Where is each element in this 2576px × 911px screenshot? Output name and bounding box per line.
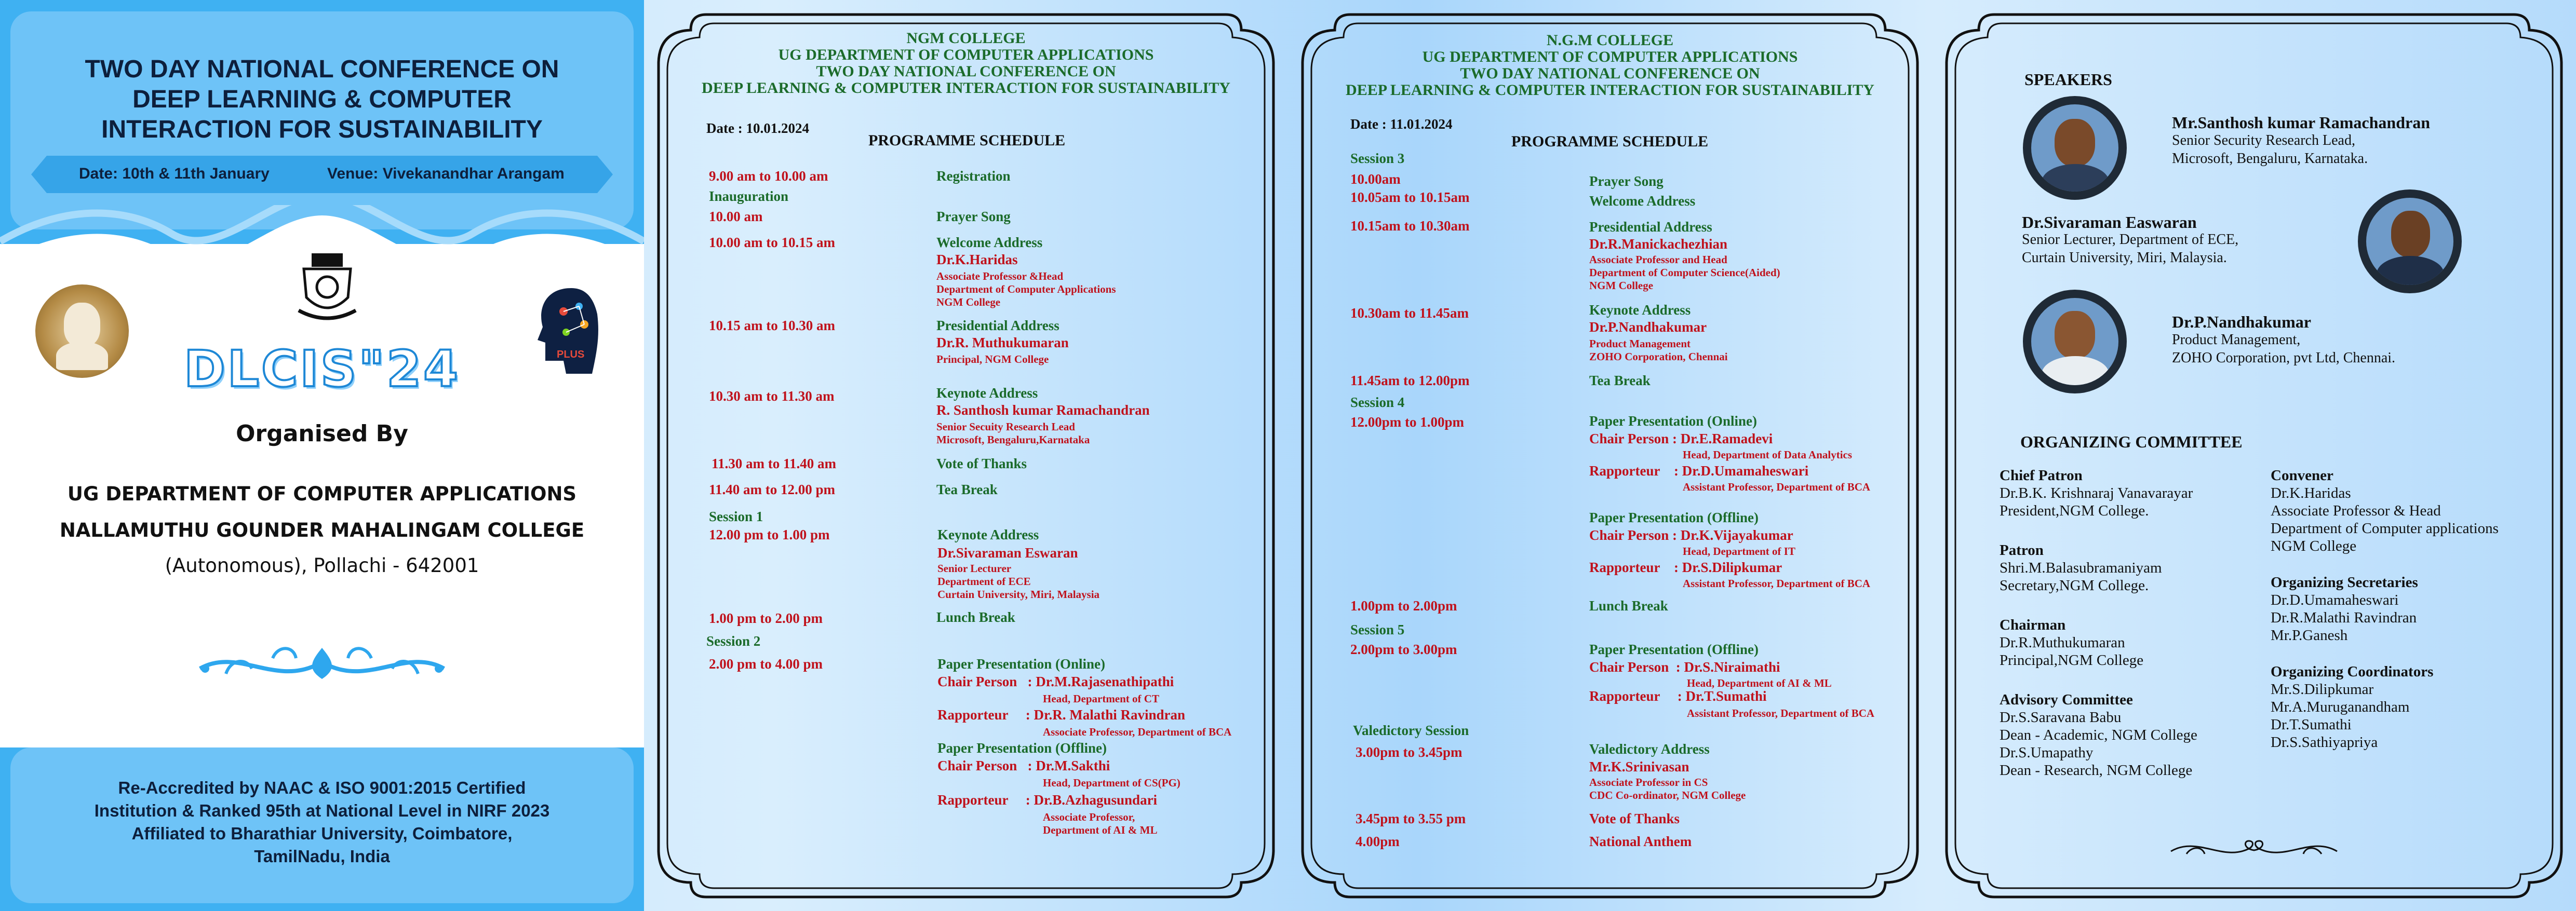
time-slot: 10.15am to 10.30am	[1350, 218, 1470, 234]
time-slot: 11.30 am to 11.40 am	[712, 456, 836, 471]
speaker-name: Dr.P.Nandhakumar	[1589, 319, 1707, 335]
time-slot: 4.00pm	[1356, 834, 1400, 849]
committee-role: Chief Patron	[2000, 467, 2083, 484]
speaker-details: Principal, NGM College	[936, 353, 1049, 365]
rapporteur: Rapporteur : Dr.D.Umamaheswari	[1589, 463, 1809, 479]
event-title: Paper Presentation (Online)	[1589, 413, 1757, 429]
chair-person-role: Head, Department of CS(PG)	[1043, 777, 1180, 789]
committee-role: Chairman	[2000, 617, 2066, 633]
time-slot: 1.00 pm to 2.00 pm	[709, 610, 823, 626]
accreditation-line: Re-Accredited by NAAC & ISO 9001:2015 Certified	[118, 778, 526, 797]
schedule-title: PROGRAMME SCHEDULE	[868, 132, 1066, 149]
inauguration-label: Inauguration	[709, 188, 789, 204]
time-slot: 3.45pm to 3.55 pm	[1356, 811, 1466, 826]
rapporteur: Rapporteur : Dr.T.Sumathi	[1589, 688, 1767, 704]
event-title: Prayer Song	[1589, 173, 1663, 189]
chair-person-role: Head, Department of IT	[1683, 545, 1795, 558]
accreditation-line: Institution & Ranked 95th at National Level in NIRF 2023	[94, 801, 550, 820]
committee-member: President,NGM College.	[2000, 502, 2149, 519]
event-title: Paper Presentation (Online)	[937, 656, 1105, 672]
committee-member: Dean - Research, NGM College	[2000, 762, 2193, 779]
event-title: Welcome Address	[1589, 193, 1696, 209]
detail-line: Associate Professor in CS	[1589, 776, 1708, 788]
chair-person-role: Head, Department of CT	[1043, 692, 1159, 705]
event-title: Registration	[936, 168, 1011, 184]
detail-line: Senior Secuity Research Lead	[936, 420, 1075, 433]
speaker-name: R. Santhosh kumar Ramachandran	[936, 402, 1150, 418]
detail-line: Department of Computer Science(Aided)	[1589, 266, 1780, 279]
chair-person: Chair Person : Dr.K.Vijayakumar	[1589, 527, 1793, 543]
committee-member: Department of Computer applications	[2271, 520, 2499, 537]
header-line: UG DEPARTMENT OF COMPUTER APPLICATIONS	[1422, 48, 1798, 65]
committee-role: Patron	[2000, 542, 2044, 559]
event-title: Paper Presentation (Offline)	[937, 740, 1107, 756]
detail-line: Department of ECE	[937, 575, 1031, 588]
title-line: TWO DAY NATIONAL CONFERENCE ON	[85, 56, 559, 83]
event-title: Keynote Address	[937, 527, 1039, 542]
header-line: NGM COLLEGE	[906, 30, 1026, 47]
committee-member: Dr.R.Muthukumaran	[2000, 634, 2125, 651]
event-title: Keynote Address	[936, 385, 1038, 401]
founder-portrait	[35, 284, 129, 378]
speaker-name: Dr.Sivaraman Easwaran	[2022, 213, 2197, 232]
committee-member: Mr.S.Dilipkumar	[2271, 681, 2374, 698]
session-label: Session 4	[1350, 395, 1405, 410]
committee-role: Organizing Secretaries	[2271, 574, 2418, 591]
committee-role: Organizing Coordinators	[2271, 663, 2434, 680]
day2-schedule-panel	[1288, 0, 1932, 911]
event-title: Lunch Break	[936, 609, 1015, 625]
organizing-department: UG DEPARTMENT OF COMPUTER APPLICATIONS	[67, 483, 577, 505]
speaker-photo	[2358, 189, 2462, 293]
rapporteur-role: Assistant Professor, Department of BCA	[1687, 707, 1875, 719]
time-slot: 2.00pm to 3.00pm	[1350, 642, 1457, 657]
committee-member: Dr.S.Umapathy	[2000, 744, 2094, 761]
speaker-detail: Senior Lecturer, Department of ECE,	[2022, 232, 2239, 248]
time-slot: 2.00 pm to 4.00 pm	[709, 656, 823, 672]
time-slot: 10.15 am to 10.30 am	[709, 318, 835, 333]
speaker-details	[1589, 337, 1728, 363]
ai-head-logo	[535, 283, 602, 376]
accreditation-line: TamilNadu, India	[254, 847, 390, 866]
speaker-name: Dr.R. Muthukumaran	[936, 335, 1069, 350]
time-slot: 10.30 am to 11.30 am	[709, 388, 835, 404]
detail-line: CDC Co-ordinator, NGM College	[1589, 789, 1746, 801]
committee-member: Dr.D.Umamaheswari	[2271, 592, 2399, 608]
committee-member: Mr.A.Muruganandham	[2271, 699, 2410, 715]
speaker-name: Dr.Sivaraman Eswaran	[937, 545, 1078, 561]
speaker-details	[1589, 253, 1780, 292]
event-title: Prayer Song	[936, 209, 1011, 224]
speaker-name: Mr.K.Srinivasan	[1589, 759, 1689, 774]
title-line: DEEP LEARNING & COMPUTER	[132, 86, 512, 113]
detail-line: Product Management	[1589, 337, 1691, 350]
chair-person: Chair Person : Dr.M.Sakthi	[937, 758, 1110, 773]
committee-member: NGM College	[2271, 538, 2357, 554]
ornament-divider	[195, 637, 449, 689]
session-label: Session 1	[709, 509, 763, 524]
event-title: Presidential Address	[936, 318, 1059, 333]
speaker-detail: Microsoft, Bengaluru, Karnataka.	[2172, 151, 2368, 167]
event-title: Keynote Address	[1589, 302, 1691, 318]
event-title: Tea Break	[936, 482, 998, 497]
time-slot: 10.00 am to 10.15 am	[709, 235, 835, 250]
committee-member: Dr.K.Haridas	[2271, 485, 2351, 501]
speaker-photo	[2023, 290, 2127, 393]
speaker-details	[936, 270, 1116, 309]
panel-header	[1288, 32, 1932, 99]
detail-line: Associate Professor &Head	[936, 270, 1064, 282]
detail-line: Department of AI & ML	[1043, 824, 1158, 836]
day1-schedule-panel	[644, 0, 1288, 911]
time-slot: 11.45am to 12.00pm	[1350, 373, 1470, 388]
rapporteur-role: Assistant Professor, Department of BCA	[1683, 577, 1871, 590]
speaker-details	[1589, 776, 1746, 802]
detail-line: NGM College	[1589, 279, 1654, 292]
header-line: N.G.M COLLEGE	[1546, 32, 1674, 49]
committee-member: Dr.R.Malathi Ravindran	[2271, 609, 2417, 626]
speaker-details	[937, 562, 1099, 601]
speakers-panel	[1932, 0, 2576, 911]
header-line: UG DEPARTMENT OF COMPUTER APPLICATIONS	[778, 46, 1154, 63]
event-title: Paper Presentation (Offline)	[1589, 642, 1759, 657]
header-line: TWO DAY NATIONAL CONFERENCE ON	[816, 63, 1116, 80]
schedule-date: Date : 11.01.2024	[1350, 116, 1453, 132]
committee-member: Dr.S.Sathiyapriya	[2271, 734, 2378, 751]
panel-header	[644, 30, 1288, 97]
schedule-date: Date : 10.01.2024	[706, 120, 809, 136]
organised-by-label: Organised By	[236, 420, 408, 447]
detail-line: Associate Professor and Head	[1589, 253, 1727, 266]
event-title: Valedictory Address	[1589, 741, 1710, 757]
speaker-details	[936, 420, 1090, 446]
chair-person: Chair Person : Dr.M.Rajasenathipathi	[937, 674, 1174, 689]
cover-panel	[0, 0, 644, 911]
time-slot: 12.00pm to 1.00pm	[1350, 414, 1465, 430]
detail-line: Microsoft, Bengaluru,Karnataka	[936, 433, 1090, 446]
speaker-photo	[2023, 96, 2127, 200]
committee-member: Mr.P.Ganesh	[2271, 627, 2348, 644]
session-label: Session 2	[706, 633, 761, 649]
time-slot: 12.00 pm to 1.00 pm	[709, 527, 830, 542]
speaker-detail: Curtain University, Miri, Malaysia.	[2022, 250, 2227, 266]
conference-title	[31, 55, 613, 145]
time-slot: 11.40 am to 12.00 pm	[709, 482, 835, 497]
event-title: National Anthem	[1589, 834, 1692, 849]
time-slot: 3.00pm to 3.45pm	[1356, 744, 1463, 760]
ornament-divider	[2166, 831, 2342, 867]
chair-person: Chair Person : Dr.E.Ramadevi	[1589, 431, 1773, 446]
committee-member: Secretary,NGM College.	[2000, 577, 2149, 594]
event-title: Vote of Thanks	[1589, 811, 1680, 826]
date-venue-ribbon	[47, 156, 597, 193]
rapporteur: Rapporteur : Dr.S.Dilipkumar	[1589, 560, 1782, 575]
college-emblem	[288, 248, 366, 326]
detail-line: ZOHO Corporation, Chennai	[1589, 350, 1728, 363]
detail-line: Senior Lecturer	[937, 562, 1012, 575]
speaker-detail: Product Management,	[2172, 332, 2301, 348]
rapporteur: Rapporteur : Dr.R. Malathi Ravindran	[937, 707, 1186, 723]
speaker-name: Dr.R.Manickachezhian	[1589, 236, 1728, 252]
speaker-detail: ZOHO Corporation, pvt Ltd, Chennai.	[2172, 350, 2396, 366]
committee-member: Principal,NGM College	[2000, 652, 2144, 669]
college-name: NALLAMUTHU GOUNDER MAHALINGAM COLLEGE	[59, 519, 585, 541]
time-slot: 10.30am to 11.45am	[1350, 305, 1469, 321]
time-slot: 9.00 am to 10.00 am	[709, 168, 828, 184]
speaker-name: Mr.Santhosh kumar Ramachandran	[2172, 113, 2430, 132]
committee-member: Dean - Academic, NGM College	[2000, 727, 2197, 743]
detail-line: Associate Professor,	[1043, 811, 1135, 823]
speaker-detail: Senior Security Research Lead,	[2172, 132, 2355, 148]
rapporteur: Rapporteur : Dr.B.Azhagusundari	[937, 792, 1158, 808]
accreditation-text	[21, 777, 623, 868]
committee-role: Convener	[2271, 467, 2333, 484]
header-line: TWO DAY NATIONAL CONFERENCE ON	[1460, 65, 1760, 82]
header-line: DEEP LEARNING & COMPUTER INTERACTION FOR SUSTAINABILITY	[1346, 81, 1874, 99]
rapporteur-role: Associate Professor, Department of BCA	[1043, 726, 1232, 738]
ai-logo-label: PLUS	[557, 349, 585, 360]
session-label: Session 5	[1350, 622, 1405, 637]
detail-line: Curtain University, Miri, Malaysia	[937, 588, 1100, 601]
speakers-heading: SPEAKERS	[2024, 70, 2112, 89]
committee-member: Dr.T.Sumathi	[2271, 716, 2352, 733]
title-line: INTERACTION FOR SUSTAINABILITY	[101, 116, 543, 143]
chair-person-role: Head, Department of Data Analytics	[1683, 448, 1853, 461]
time-slot: 10.00am	[1350, 171, 1401, 187]
accreditation-line: Affiliated to Bharathiar University, Coimbatore,	[131, 824, 513, 843]
speaker-name: Dr.K.Haridas	[936, 252, 1018, 267]
session-label: Valedictory Session	[1353, 723, 1469, 738]
rapporteur-role: Assistant Professor, Department of BCA	[1683, 481, 1871, 493]
detail-line: NGM College	[936, 296, 1001, 308]
committee-member: Shri.M.Balasubramaniyam	[2000, 560, 2162, 576]
conference-date: Date: 10th & 11th January	[79, 165, 270, 182]
committee-role: Advisory Committee	[2000, 691, 2133, 708]
conference-acronym: DLCIS"24	[184, 340, 460, 398]
event-title: Welcome Address	[936, 235, 1043, 250]
committee-member: Dr.S.Saravana Babu	[2000, 709, 2122, 726]
conference-venue: Venue: Vivekanandhar Arangam	[327, 165, 565, 182]
event-title: Presidential Address	[1589, 219, 1712, 235]
rapporteur-role	[1043, 811, 1157, 837]
event-title: Tea Break	[1589, 373, 1651, 388]
committee-member: Dr.B.K. Krishnaraj Vanavarayar	[2000, 485, 2193, 501]
detail-line: Department of Computer Applications	[936, 283, 1116, 295]
time-slot: 1.00pm to 2.00pm	[1350, 598, 1457, 614]
event-title: Lunch Break	[1589, 598, 1668, 614]
time-slot: 10.05am to 10.15am	[1350, 189, 1470, 205]
chair-person: Chair Person : Dr.S.Niraimathi	[1589, 659, 1780, 675]
session-label: Session 3	[1350, 151, 1405, 166]
header-line: DEEP LEARNING & COMPUTER INTERACTION FOR SUSTAINABILITY	[702, 79, 1230, 97]
event-title: Vote of Thanks	[936, 456, 1027, 471]
schedule-title: PROGRAMME SCHEDULE	[1511, 133, 1709, 150]
event-title: Paper Presentation (Offline)	[1589, 510, 1759, 525]
chair-person-role: Head, Department of AI & ML	[1687, 677, 1832, 689]
speaker-name: Dr.P.Nandhakumar	[2172, 312, 2311, 331]
committee-heading: ORGANIZING COMMITTEE	[2020, 432, 2243, 451]
time-slot: 10.00 am	[709, 209, 763, 224]
committee-member: Associate Professor & Head	[2271, 502, 2441, 519]
college-location: (Autonomous), Pollachi - 642001	[165, 554, 479, 577]
